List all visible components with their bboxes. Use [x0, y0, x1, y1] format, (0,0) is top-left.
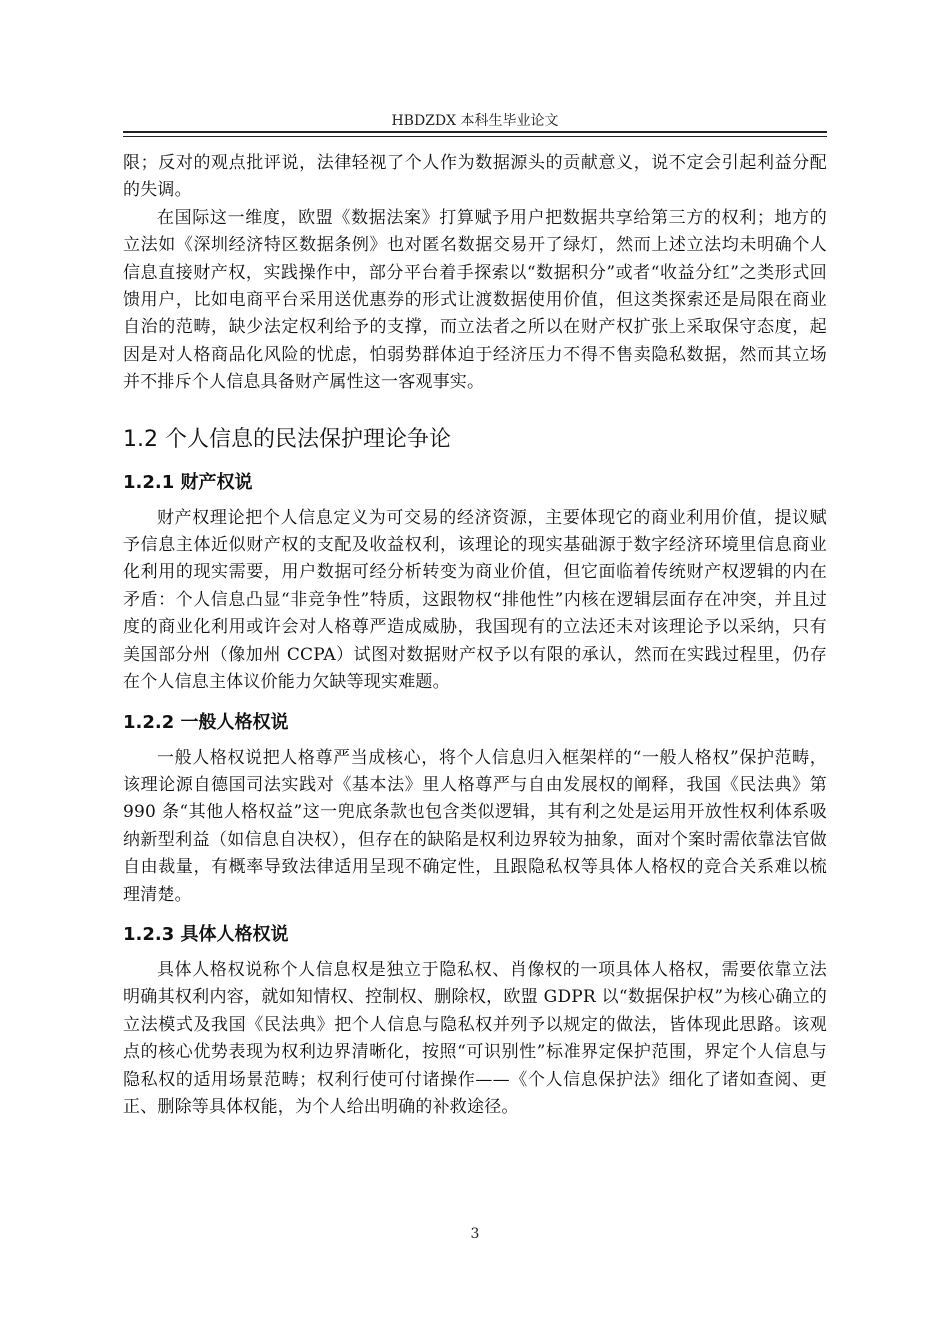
section-heading-1-2: 1.2 个人信息的民法保护理论争论	[123, 426, 451, 452]
page-number: 3	[470, 1226, 480, 1242]
page-header-title: HBDZDX 本科生毕业论文	[391, 113, 559, 129]
paragraph-specific-personality-right: 具体人格权说称个人信息权是独立于隐私权、肖像权的一项具体人格权，需要依靠立法明确其权利内容，就如知情权、控制权、删除权，欧盟 GDPR 以“数据保护权”为核心确立的立法模式及我国《民法典》把个人信息与隐私权并列予以规定的做法，皆体现此思路。该观点的核心优势表现为权利边界清晰化，按照“可识别性”标准界定保护范围，界定个人信息与隐私权的适用场景范畴；权利行使可付诸操作——《个人信息保护法》细化了诸如查阅、更正、删除等具体权能，为个人给出明确的补救途径。	[123, 959, 827, 1117]
page-body	[123, 150, 827, 1121]
paragraph-general-personality-right: 一般人格权说把人格尊严当成核心，将个人信息归入框架样的“一般人格权”保护范畴，该理论源自德国司法实践对《基本法》里人格尊严与自由发展权的阐释，我国《民法典》第 990 条“其他人格权益”这一兜底条款也包含类似逻辑，其有利之处是运用开放性权利体系吸纳新型利益（如信息自决权），但存在的缺陷是权利边界较为抽象，面对个案时需依靠法官做自由裁量，有概率导致法律适用呈现不确定性，且跟隐私权等具体人格权的竞合关系难以梳理清楚。	[123, 747, 827, 905]
paragraph-property-right: 财产权理论把个人信息定义为可交易的经济资源，主要体现它的商业利用价值，提议赋予信息主体近似财产权的支配及收益权利，该理论的现实基础源于数字经济环境里信息商业化利用的现实需要，用户数据可经分析转变为商业价值，但它面临着传统财产权逻辑的内在矛盾：个人信息凸显“非竞争性”特质，这跟物权“排他性”内核在逻辑层面存在冲突，并且过度的商业化利用或许会对人格尊严造成威胁，我国现有的立法还未对该理论予以采纳，只有美国部分州（像加州 CCPA）试图对数据财产权予以有限的承认，然而在实践过程里，仍存在个人信息主体议价能力欠缺等现实难题。	[123, 507, 827, 693]
header-rule-thick	[123, 131, 827, 133]
paragraph-international: 在国际这一维度，欧盟《数据法案》打算赋予用户把数据共享给第三方的权利；地方的立法如《深圳经济特区数据条例》也对匿名数据交易开了绿灯，然而上述立法均未明确个人信息直接财产权，实践操作中，部分平台着手探索以“数据积分”或者“收益分红”之类形式回馈用户，比如电商平台采用送优惠券的形式让渡数据使用价值，但这类探索还是局限在商业自治的范畴，缺少法定权利给予的支撑，而立法者之所以在财产权扩张上采取保守态度，起因是对人格商品化风险的忧虑，怕弱势群体迫于经济压力不得不售卖隐私数据，然而其立场并不排斥个人信息具备财产属性这一客观事实。	[123, 207, 827, 393]
subsection-heading-1-2-1: 1.2.1 财产权说	[123, 471, 253, 493]
paragraph-continued: 限；反对的观点批评说，法律轻视了个人作为数据源头的贡献意义，说不定会引起利益分配的失调。	[123, 153, 827, 201]
subsection-heading-1-2-2: 1.2.2 一般人格权说	[123, 711, 289, 733]
subsection-heading-1-2-3: 1.2.3 具体人格权说	[123, 923, 289, 945]
header-rule-thin	[123, 136, 827, 137]
